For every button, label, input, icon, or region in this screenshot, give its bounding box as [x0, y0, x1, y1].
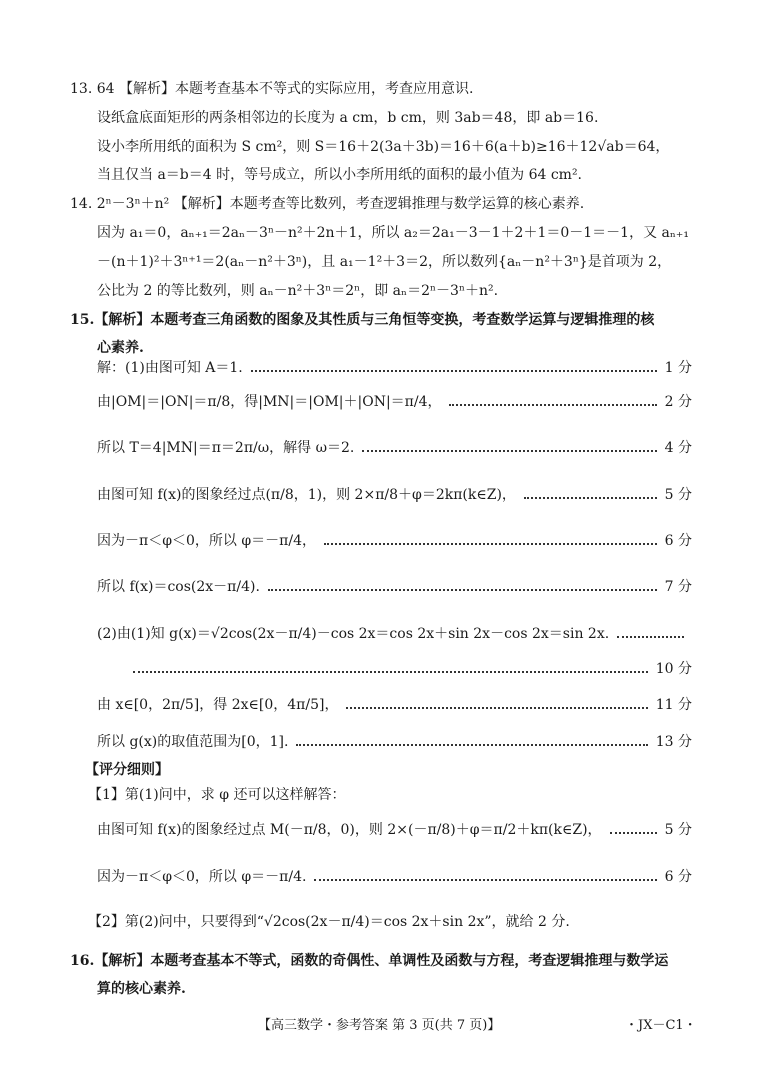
q15-heading-cont: 心素养.: [97, 340, 144, 356]
leader-dots: [610, 832, 657, 834]
q15-step-4: [97, 484, 692, 506]
step-score: 5 分: [664, 822, 692, 838]
step-text: 解：(1)由图可知 A＝1.: [97, 360, 243, 376]
step-text: 由图可知 f(x)的图象经过点 M(－π/8，0)，则 2×(－π/8)＋φ＝π/2＋kπ(k∈Z)，: [97, 822, 602, 838]
q13-line-2: 设小李所用纸的面积为 S cm²，则 S＝16＋2(3a＋3b)＝16＋6(a＋b)≥16＋12√ab＝64，: [97, 139, 670, 155]
step-score: 11 分: [655, 697, 692, 713]
leader-dots: [324, 543, 657, 545]
rubric-item-2: 【2】第(2)问中，只要得到“√2cos(2x－π/4)＝cos 2x＋sin 2x”，就给 2 分.: [88, 914, 570, 930]
step-score: 13 分: [655, 734, 692, 750]
q13-line-1: 设纸盒底面矩形的两条相邻边的长度为 a cm，b cm，则 3ab＝48，即 ab＝16.: [97, 110, 599, 126]
leader-dots: [296, 744, 647, 746]
q14-line-3: 公比为 2 的等比数列，则 aₙ－n²＋3ⁿ＝2ⁿ，即 aₙ＝2ⁿ－3ⁿ＋n².: [97, 283, 499, 299]
leader-dots: [524, 497, 657, 499]
step-text: 由图可知 f(x)的图象经过点(π/8，1)，则 2×π/8＋φ＝2kπ(k∈Z)，: [97, 487, 516, 503]
q15-part2-score-row: [97, 658, 692, 680]
q15-step-7: [97, 694, 692, 716]
q15-step-2: [97, 391, 692, 413]
step-text: 由 x∈[0，2π/5]，得 2x∈[0，4π/5]，: [97, 697, 339, 713]
step-text: 由|OM|＝|ON|＝π/8，得|MN|＝|OM|＋|ON|＝π/4，: [97, 394, 442, 410]
q16-heading: 16.【解析】本题考查基本不等式，函数的奇偶性、单调性及函数与方程，考查逻辑推理与数学运: [70, 953, 669, 969]
step-text: 所以 T＝4|MN|＝π＝2π/ω，解得 ω＝2.: [97, 440, 355, 456]
leader-dots: [617, 636, 684, 638]
step-text: 因为－π＜φ＜0，所以 φ＝－π/4，: [97, 533, 316, 549]
leader-dots: [251, 370, 657, 372]
footer-page-info: 【高三数学・参考答案 第 3 页(共 7 页)】: [258, 1018, 501, 1033]
leader-dots: [362, 450, 656, 452]
step-score: 6 分: [664, 869, 692, 885]
part2-score: 10 分: [655, 661, 692, 677]
q13-heading: 13. 64 【解析】本题考查基本不等式的实际应用，考查应用意识.: [70, 81, 474, 97]
leader-dots: [346, 707, 647, 709]
step-score: 1 分: [664, 360, 692, 376]
step-score: 5 分: [664, 487, 692, 503]
step-text: 所以 f(x)＝cos(2x－π/4).: [97, 579, 260, 595]
step-text: 因为－π＜φ＜0，所以 φ＝－π/4.: [97, 869, 307, 885]
step-text: 所以 g(x)的取值范围为[0，1].: [97, 734, 289, 750]
q14-heading: 14. 2ⁿ－3ⁿ＋n² 【解析】本题考查等比数列，考查逻辑推理与数学运算的核心素养.: [70, 196, 585, 212]
rubric-title: 【评分细则】: [85, 762, 169, 778]
q14-line-2: －(n＋1)²＋3ⁿ⁺¹＝2(aₙ－n²＋3ⁿ)，且 a₁－1²＋3＝2，所以数列{aₙ－n²＋3ⁿ}是首项为 2，: [97, 254, 672, 270]
leader-dots: [449, 404, 656, 406]
step-score: 4 分: [664, 440, 692, 456]
step-score: 6 分: [664, 533, 692, 549]
q15-step-5: [97, 530, 692, 552]
leader-dots: [133, 671, 648, 673]
q15-part2: [97, 623, 692, 645]
rubric-item-1: 【1】第(1)问中，求 φ 还可以这样解答：: [88, 787, 346, 803]
q14-line-1: 因为 a₁＝0，aₙ₊₁＝2aₙ－3ⁿ－n²＋2n＋1，所以 a₂＝2a₁－3－1＋2＋1＝0－1＝－1，又 aₙ₊₁: [97, 225, 689, 241]
part2-text: (2)由(1)知 g(x)＝√2cos(2x－π/4)－cos 2x＝cos 2x＋sin 2x－cos 2x＝sin 2x.: [97, 626, 610, 642]
footer-code: ・JX－C1・: [625, 1018, 697, 1033]
q15-heading: 15.【解析】本题考查三角函数的图象及其性质与三角恒等变换，考查数学运算与逻辑推理的核: [70, 312, 655, 328]
rubric-step-1: [97, 819, 692, 841]
q15-step-8: [97, 731, 692, 753]
rubric-step-2: [97, 866, 692, 888]
q13-line-3: 当且仅当 a＝b＝4 时，等号成立，所以小李所用纸的面积的最小值为 64 cm².: [97, 167, 583, 183]
q15-step-1: [97, 357, 692, 379]
q16-heading-cont: 算的核心素养.: [97, 981, 186, 997]
q15-step-6: [97, 576, 692, 598]
leader-dots: [268, 589, 657, 591]
step-score: 2 分: [664, 394, 692, 410]
step-score: 7 分: [664, 579, 692, 595]
q15-step-3: [97, 437, 692, 459]
leader-dots: [314, 879, 656, 881]
